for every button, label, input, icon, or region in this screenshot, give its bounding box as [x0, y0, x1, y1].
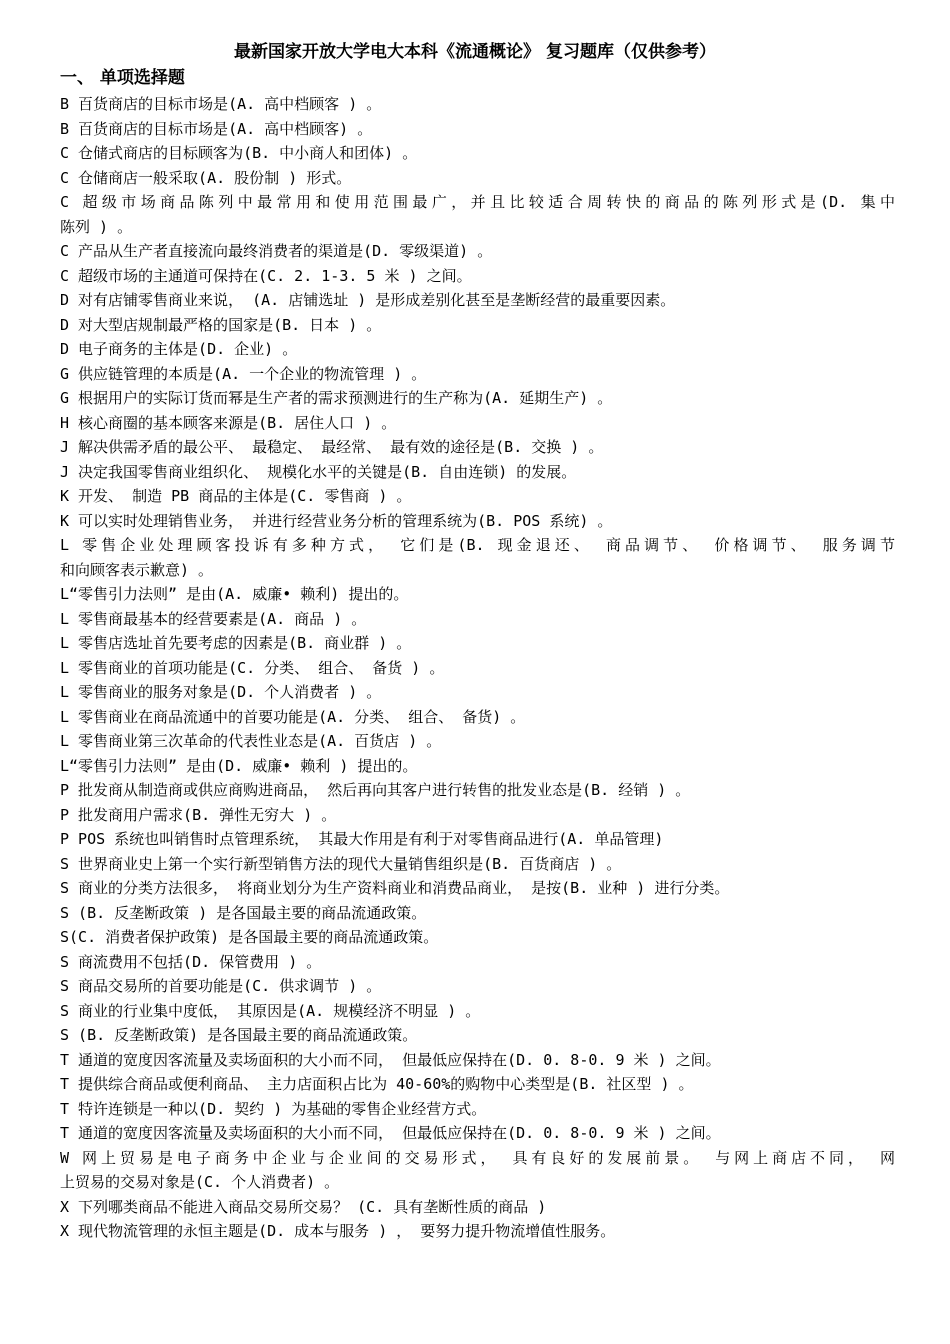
question-item — [60, 631, 895, 656]
question-line: C 仓储式商店的目标顾客为(B. 中小商人和团体) 。 — [60, 144, 418, 162]
question-item — [60, 827, 895, 852]
question-line: 和向顾客表示歉意) 。 — [60, 560, 214, 579]
question-item — [60, 1072, 895, 1097]
question-item — [60, 509, 895, 534]
question-item — [60, 1097, 895, 1122]
question-line: G 供应链管理的本质是(A. 一个企业的物流管理 ) 。 — [60, 364, 427, 383]
question-line: X 下列哪类商品不能进入商品交易所交易？ (C. 具有垄断性质的商品 ) — [60, 1197, 547, 1216]
question-line: S (B. 反垄断政策) 是各国最主要的商品流通政策。 — [60, 1026, 418, 1044]
question-list — [60, 92, 895, 1244]
question-line: T 提供综合商品或便利商品、 主力店面积占比为 40-60%的购物中心类型是(B. 社区型 ) 。 — [60, 1075, 694, 1093]
question-line: L 零售商最基本的经营要素是(A. 商品 ) 。 — [60, 609, 367, 628]
question-line: C 产品从生产者直接流向最终消费者的渠道是(D. 零级渠道) 。 — [60, 242, 493, 260]
question-item — [60, 1023, 895, 1048]
question-item — [60, 362, 895, 387]
question-item — [60, 411, 895, 436]
question-line: L 零售商业在商品流通中的首要功能是(A. 分类、 组合、 备货) 。 — [60, 707, 526, 726]
question-item — [60, 999, 895, 1024]
question-line: C 仓储商店一般采取(A. 股份制 ) 形式。 — [60, 168, 352, 187]
question-item — [60, 190, 895, 239]
question-line: B 百货商店的目标市场是(A. 高中档顾客) 。 — [60, 119, 373, 138]
question-line: X 现代物流管理的永恒主题是(D. 成本与服务 ) ， 要努力提升物流增值性服务。 — [60, 1222, 616, 1240]
question-line: D 对大型店规制最严格的国家是(B. 日本 ) 。 — [60, 315, 382, 334]
question-line: L“零售引力法则” 是由(D. 威廉• 赖利 ) 提出的。 — [60, 756, 418, 775]
question-item — [60, 925, 895, 950]
question-line: P POS 系统也叫销售时点管理系统， 其最大作用是有利于对零售商品进行(A. 单品管理) — [60, 830, 664, 848]
question-item — [60, 435, 895, 460]
question-line: L 零售商业的服务对象是(D. 个人消费者 ) 。 — [60, 683, 382, 701]
question-line: 上贸易的交易对象是(C. 个人消费者) 。 — [60, 1173, 340, 1191]
question-line: S 商业的行业集中度低， 其原因是(A. 规模经济不明显 ) 。 — [60, 1001, 481, 1020]
question-item — [60, 778, 895, 803]
question-item — [60, 166, 895, 191]
question-item — [60, 1146, 895, 1195]
question-item — [60, 1121, 895, 1146]
question-line: J 解决供需矛盾的最公平、 最稳定、 最经常、 最有效的途径是(B. 交换 ) 。 — [60, 438, 604, 456]
question-line: S(C. 消费者保护政策) 是各国最主要的商品流通政策。 — [60, 928, 439, 946]
question-line: S 商业的分类方法很多， 将商业划分为生产资料商业和消费品商业， 是按(B. 业种 ) 进行分类。 — [60, 879, 730, 897]
question-line: W 网上贸易是电子商务中企业与企业间的交易形式， 具有良好的发展前景。 与网上商店不同， 网 — [60, 1148, 895, 1167]
question-item — [60, 729, 895, 754]
question-item — [60, 705, 895, 730]
question-item — [60, 484, 895, 509]
question-item — [60, 386, 895, 411]
question-line: J 决定我国零售商业组织化、 规模化水平的关键是(B. 自由连锁) 的发展。 — [60, 462, 577, 481]
document-title: 最新国家开放大学电大本科《流通概论》 复习题库（仅供参考） — [234, 42, 716, 62]
question-line: P 批发商从制造商或供应商购进商品， 然后再向其客户进行转售的批发业态是(B. 经销 ) 。 — [60, 781, 691, 799]
question-line: B 百货商店的目标市场是(A. 高中档顾客 ) 。 — [60, 95, 382, 113]
question-item — [60, 460, 895, 485]
question-item — [60, 803, 895, 828]
question-line: S 商品交易所的首要功能是(C. 供求调节 ) 。 — [60, 977, 382, 995]
question-item — [60, 1195, 895, 1220]
question-line: D 电子商务的主体是(D. 企业) 。 — [60, 340, 298, 358]
question-item — [60, 876, 895, 901]
question-item — [60, 337, 895, 362]
section-heading: 一、 单项选择题 — [60, 68, 185, 88]
question-item — [60, 607, 895, 632]
question-line: G 根据用户的实际订货而幂是生产者的需求预测进行的生产称为(A. 延期生产) 。 — [60, 389, 613, 407]
question-line: S 商流费用不包括(D. 保管费用 ) 。 — [60, 952, 322, 971]
question-item — [60, 141, 895, 166]
question-line: L 零售企业处理顾客投诉有多种方式， 它们是(B. 现金退还、 商品调节、 价格调节、 服务调节 — [60, 536, 895, 554]
question-item — [60, 582, 895, 607]
question-line: S (B. 反垄断政策 ) 是各国最主要的商品流通政策。 — [60, 903, 427, 922]
question-item — [60, 974, 895, 999]
question-item — [60, 656, 895, 681]
question-line: D 对有店铺零售商业来说， (A. 店铺选址 ) 是形成差别化甚至是垄断经营的最重要因素。 — [60, 291, 676, 309]
question-line: T 特许连锁是一种以(D. 契约 ) 为基础的零售企业经营方式。 — [60, 1099, 487, 1118]
question-line: S 世界商业史上第一个实行新型销售方法的现代大量销售组织是(B. 百货商店 ) 。 — [60, 854, 622, 873]
question-line: L 零售店选址首先要考虑的因素是(B. 商业群 ) 。 — [60, 634, 412, 652]
question-item — [60, 852, 895, 877]
question-line: K 可以实时处理销售业务， 并进行经营业务分析的管理系统为(B. POS 系统) 。 — [60, 511, 613, 530]
question-line: K 开发、 制造 PB 商品的主体是(C. 零售商 ) 。 — [60, 487, 412, 505]
question-line: L“零售引力法则” 是由(A. 威廉• 赖利) 提出的。 — [60, 585, 409, 603]
question-item — [60, 1048, 895, 1073]
question-line: T 通道的宽度因客流量及卖场面积的大小而不同， 但最低应保持在(D. 0. 8-0. 9 米 ) 之间。 — [60, 1050, 721, 1069]
question-item — [60, 117, 895, 142]
question-item — [60, 533, 895, 582]
question-line: L 零售商业的首项功能是(C. 分类、 组合、 备货 ) 。 — [60, 658, 445, 677]
question-line: C 超级市场的主通道可保持在(C. 2. 1-3. 5 米 ) 之间。 — [60, 266, 472, 285]
question-line: T 通道的宽度因客流量及卖场面积的大小而不同， 但最低应保持在(D. 0. 8-0. 9 米 ) 之间。 — [60, 1124, 721, 1142]
question-line: C 超级市场商品陈列中最常用和使用范围最广，并且比较适合周转快的商品的陈列形式是(D. 集中 — [60, 193, 895, 211]
question-item — [60, 754, 895, 779]
question-item — [60, 264, 895, 289]
question-item — [60, 680, 895, 705]
question-item — [60, 950, 895, 975]
question-line: 陈列 ) 。 — [60, 217, 133, 236]
question-item — [60, 239, 895, 264]
question-line: H 核心商圈的基本顾客来源是(B. 居住人口 ) 。 — [60, 413, 397, 432]
question-item — [60, 288, 895, 313]
question-item — [60, 313, 895, 338]
question-line: P 批发商用户需求(B. 弹性无穷大 ) 。 — [60, 805, 337, 824]
question-line: L 零售商业第三次革命的代表性业态是(A. 百货店 ) 。 — [60, 732, 442, 750]
question-item — [60, 92, 895, 117]
question-item — [60, 1219, 895, 1244]
question-item — [60, 901, 895, 926]
